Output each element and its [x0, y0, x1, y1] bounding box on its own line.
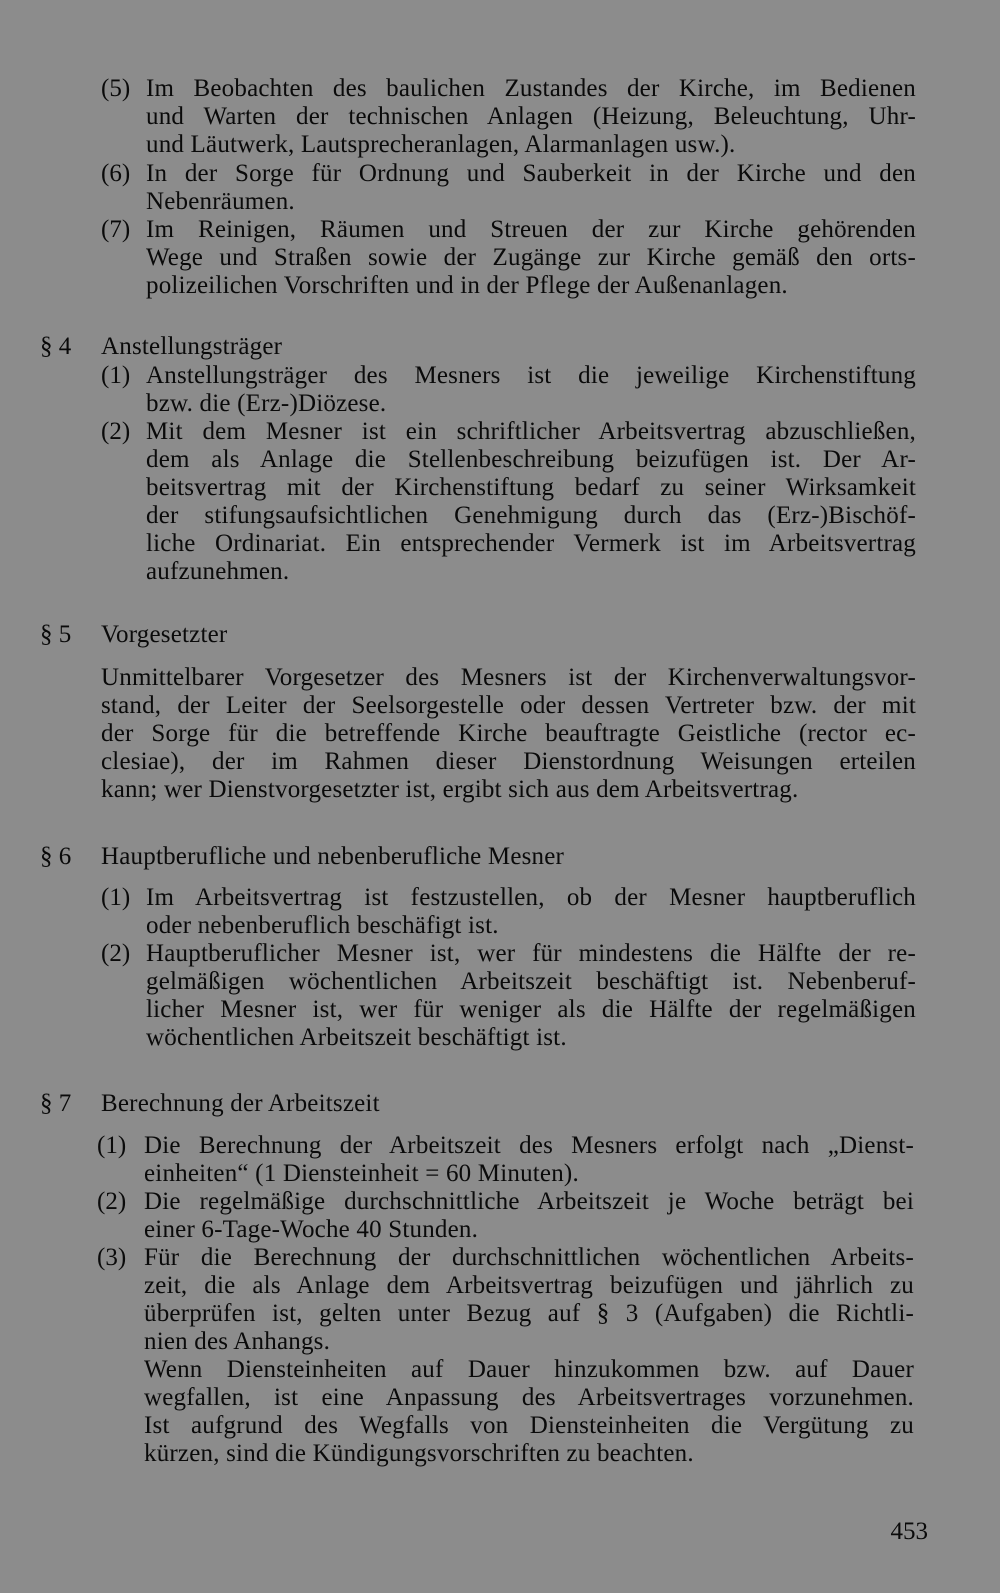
text-line: kürzen, sind die Kündigungsvorschriften zu beachten. — [144, 1440, 694, 1467]
section-number: § 6 — [40, 843, 72, 870]
text-line: oder nebenberuflich beschäfigt ist. — [146, 912, 499, 939]
text-line: kann; wer Dienstvorgesetzter ist, ergibt sich aus dem Arbeitsvertrag. — [101, 776, 799, 803]
text-line: bzw. die (Erz-)Diözese. — [146, 390, 387, 417]
text-line: aufzunehmen. — [146, 558, 290, 585]
page-number: 453 — [890, 1518, 928, 1545]
item-number: (7) — [101, 216, 131, 243]
text-line: Im Arbeitsvertrag ist festzustellen, ob der Mesner hauptberuflich — [146, 884, 916, 911]
text-line: Für die Berechnung der durchschnittlichen wöchentlichen Arbeits- — [144, 1244, 914, 1271]
section-title: Vorgesetzter — [101, 621, 228, 648]
text-line: einer 6-Tage-Woche 40 Stunden. — [144, 1216, 479, 1243]
text-line: Nebenräumen. — [146, 188, 295, 215]
item-number: (1) — [97, 1132, 127, 1159]
item-number: (2) — [101, 418, 131, 445]
text-line: Im Beobachten des baulichen Zustandes der Kirche, im Bedienen — [146, 75, 916, 102]
section-title: Berechnung der Arbeitszeit — [101, 1090, 380, 1117]
text-line: In der Sorge für Ordnung und Sauberkeit in der Kirche und den — [146, 160, 916, 187]
text-line: wegfallen, ist eine Anpassung des Arbeitsvertrages vorzunehmen. — [144, 1384, 914, 1411]
text-line: Wenn Diensteinheiten auf Dauer hinzukommen bzw. auf Dauer — [144, 1356, 914, 1383]
text-line: Wege und Straßen sowie der Zugänge zur Kirche gemäß den orts- — [146, 244, 916, 271]
text-line: Im Reinigen, Räumen und Streuen der zur Kirche gehörenden — [146, 216, 916, 243]
text-line: Die regelmäßige durchschnittliche Arbeitszeit je Woche beträgt bei — [144, 1188, 914, 1215]
item-number: (2) — [97, 1188, 127, 1215]
text-line: licher Mesner ist, wer für weniger als die Hälfte der regelmäßigen — [146, 996, 916, 1023]
text-line: der stifungsaufsichtlichen Genehmigung durch das (Erz-)Bischöf- — [146, 502, 916, 529]
text-line: der Sorge für die betreffende Kirche beauftragte Geistliche (rector ec- — [101, 720, 916, 747]
text-line: dem als Anlage die Stellenbeschreibung beizufügen ist. Der Ar- — [146, 446, 916, 473]
text-line: gelmäßigen wöchentlichen Arbeitszeit beschäftigt ist. Nebenberuf- — [146, 968, 916, 995]
text-line: zeit, die als Anlage dem Arbeitsvertrag beizufügen und jährlich zu — [144, 1272, 914, 1299]
text-line: und Läutwerk, Lautsprecheranlagen, Alarmanlagen usw.). — [146, 131, 736, 158]
text-line: Unmittelbarer Vorgesetzer des Mesners ist der Kirchenverwaltungsvor- — [101, 664, 916, 691]
item-number: (1) — [101, 884, 131, 911]
text-line: Mit dem Mesner ist ein schriftlicher Arbeitsvertrag abzuschließen, — [146, 418, 916, 445]
text-line: stand, der Leiter der Seelsorgestelle oder dessen Vertreter bzw. der mit — [101, 692, 916, 719]
text-line: und Warten der technischen Anlagen (Heizung, Beleuchtung, Uhr- — [146, 103, 916, 130]
text-line: liche Ordinariat. Ein entsprechender Vermerk ist im Arbeitsvertrag — [146, 530, 916, 557]
text-line: nien des Anhangs. — [144, 1328, 331, 1355]
item-number: (6) — [101, 160, 131, 187]
item-number: (2) — [101, 940, 131, 967]
section-number: § 4 — [40, 333, 72, 360]
text-line: wöchentlichen Arbeitszeit beschäftigt ist. — [146, 1024, 567, 1051]
section-title: Hauptberufliche und nebenberufliche Mesner — [101, 843, 565, 870]
text-line: überprüfen ist, gelten unter Bezug auf § 3 (Aufgaben) die Richtli- — [144, 1300, 914, 1327]
text-line: Hauptberuflicher Mesner ist, wer für mindestens die Hälfte der re- — [146, 940, 916, 967]
section-number: § 5 — [40, 621, 72, 648]
text-line: Die Berechnung der Arbeitszeit des Mesners erfolgt nach „Dienst- — [144, 1132, 914, 1159]
item-number: (1) — [101, 362, 131, 389]
text-line: beitsvertrag mit der Kirchenstiftung bedarf zu seiner Wirksamkeit — [146, 474, 916, 501]
text-line: Anstellungsträger des Mesners ist die jeweilige Kirchenstiftung — [146, 362, 916, 389]
section-number: § 7 — [40, 1090, 72, 1117]
section-title: Anstellungsträger — [101, 333, 283, 360]
item-number: (5) — [101, 75, 131, 102]
item-number: (3) — [97, 1244, 127, 1271]
text-line: einheiten“ (1 Diensteinheit = 60 Minuten). — [144, 1160, 579, 1187]
text-line: Ist aufgrund des Wegfalls von Diensteinheiten die Vergütung zu — [144, 1412, 914, 1439]
text-line: polizeilichen Vorschriften und in der Pflege der Außenanlagen. — [146, 272, 788, 299]
text-line: clesiae), der im Rahmen dieser Dienstordnung Weisungen erteilen — [101, 748, 916, 775]
